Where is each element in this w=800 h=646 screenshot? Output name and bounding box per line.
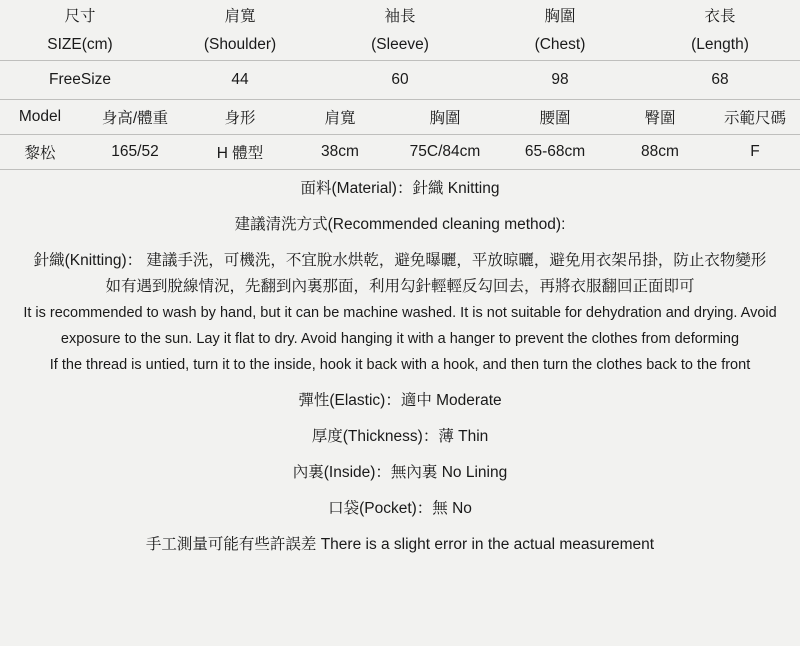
size-header-cn-length: 衣長: [704, 8, 736, 25]
size-table: [0, 0, 800, 60]
size-header-en-sleeve: (Sleeve): [371, 36, 429, 53]
size-header-en-length: (Length): [691, 36, 749, 53]
size-value-length: 68: [711, 71, 729, 88]
size-value-size: FreeSize: [48, 71, 112, 88]
model-header-waist: 腰圍: [539, 110, 571, 127]
spacer-1: [0, 202, 800, 212]
size-header-cn-chest: 胸圍: [544, 8, 576, 25]
model-header-shoulder: 肩寬: [324, 110, 356, 127]
note-cleaning-cn-2: 如有遇到脫線情況，先翻到內裏那面，利用勾針輕輕反勾回去，再將衣服翻回正面即可: [105, 278, 695, 295]
note-material: 面料(Material)：針織 Knitting: [300, 180, 500, 197]
model-table-values: [0, 135, 800, 169]
care-notes: [0, 170, 800, 558]
model-value-hip: 88cm: [641, 143, 679, 160]
model-value-shoulder: 38cm: [321, 143, 359, 160]
size-header-en-size: SIZE(cm): [47, 36, 113, 53]
size-header-cn-sleeve: 袖長: [384, 8, 416, 25]
note-cleaning-title: 建議清洗方式(Recommended cleaning method):: [234, 216, 566, 233]
size-header-en-chest: (Chest): [534, 36, 586, 53]
table-row: [0, 61, 800, 99]
note-thickness: 厚度(Thickness)：薄 Thin: [311, 428, 489, 445]
spacer-2: [0, 238, 800, 248]
model-value-demo-size: F: [750, 143, 760, 160]
model-value-waist: 65-68cm: [524, 143, 586, 160]
model-value-chest: 75C/84cm: [409, 143, 481, 160]
spacer-7: [0, 522, 800, 532]
note-cleaning-en-3: If the thread is untied, turn it to the inside, hook it back with a hook, and then turn the clothes back to the front: [49, 357, 751, 373]
model-value-body-shape: H 體型: [216, 145, 264, 162]
table-row: [0, 135, 800, 169]
size-table-header-en-row: [0, 30, 800, 60]
size-header-en-shoulder: (Shoulder): [203, 36, 277, 53]
model-table-header-row: [0, 100, 800, 134]
model-header-model: Model: [18, 108, 62, 125]
model-header-body-shape: 身形: [224, 110, 256, 127]
note-cleaning-en-1: It is recommended to wash by hand, but it can be machine washed. It is not suitable for dehydration and drying. Avoid: [23, 305, 777, 321]
spacer-6: [0, 486, 800, 496]
size-header-cn-size: 尺寸: [64, 8, 96, 25]
size-value-sleeve: 60: [391, 71, 409, 88]
spacer-4: [0, 414, 800, 424]
note-cleaning-en-2: exposure to the sun. Lay it flat to dry. Avoid hanging it with a hanger to prevent the clothes from deforming: [60, 331, 740, 347]
model-header-demo-size: 示範尺碼: [723, 110, 786, 127]
size-table-values: [0, 61, 800, 99]
model-header-height-weight: 身高/體重: [101, 110, 169, 127]
size-header-cn-shoulder: 肩寬: [224, 8, 256, 25]
spacer-3: [0, 378, 800, 388]
size-value-chest: 98: [551, 71, 569, 88]
note-cleaning-cn-1: 針織(Knitting)： 建議手洗，可機洗，不宜脫水烘乾，避免曝曬，平放晾曬，避免用衣架吊掛，防止衣物變形: [33, 252, 767, 269]
size-table-header-cn-row: [0, 0, 800, 30]
model-header-hip: 臀圍: [644, 110, 676, 127]
model-value-height-weight: 165/52: [111, 143, 159, 160]
note-pocket: 口袋(Pocket)：無 No: [328, 500, 472, 517]
model-table: [0, 100, 800, 134]
size-value-shoulder: 44: [231, 71, 249, 88]
note-measurement: 手工測量可能有些許誤差 There is a slight error in the actual measurement: [145, 536, 655, 553]
model-header-chest: 胸圍: [429, 110, 461, 127]
model-value-name: 黎松: [24, 145, 56, 162]
spacer-5: [0, 450, 800, 460]
note-inside: 內裏(Inside)：無內裏 No Lining: [292, 464, 508, 481]
note-elastic: 彈性(Elastic)：適中 Moderate: [298, 392, 502, 409]
